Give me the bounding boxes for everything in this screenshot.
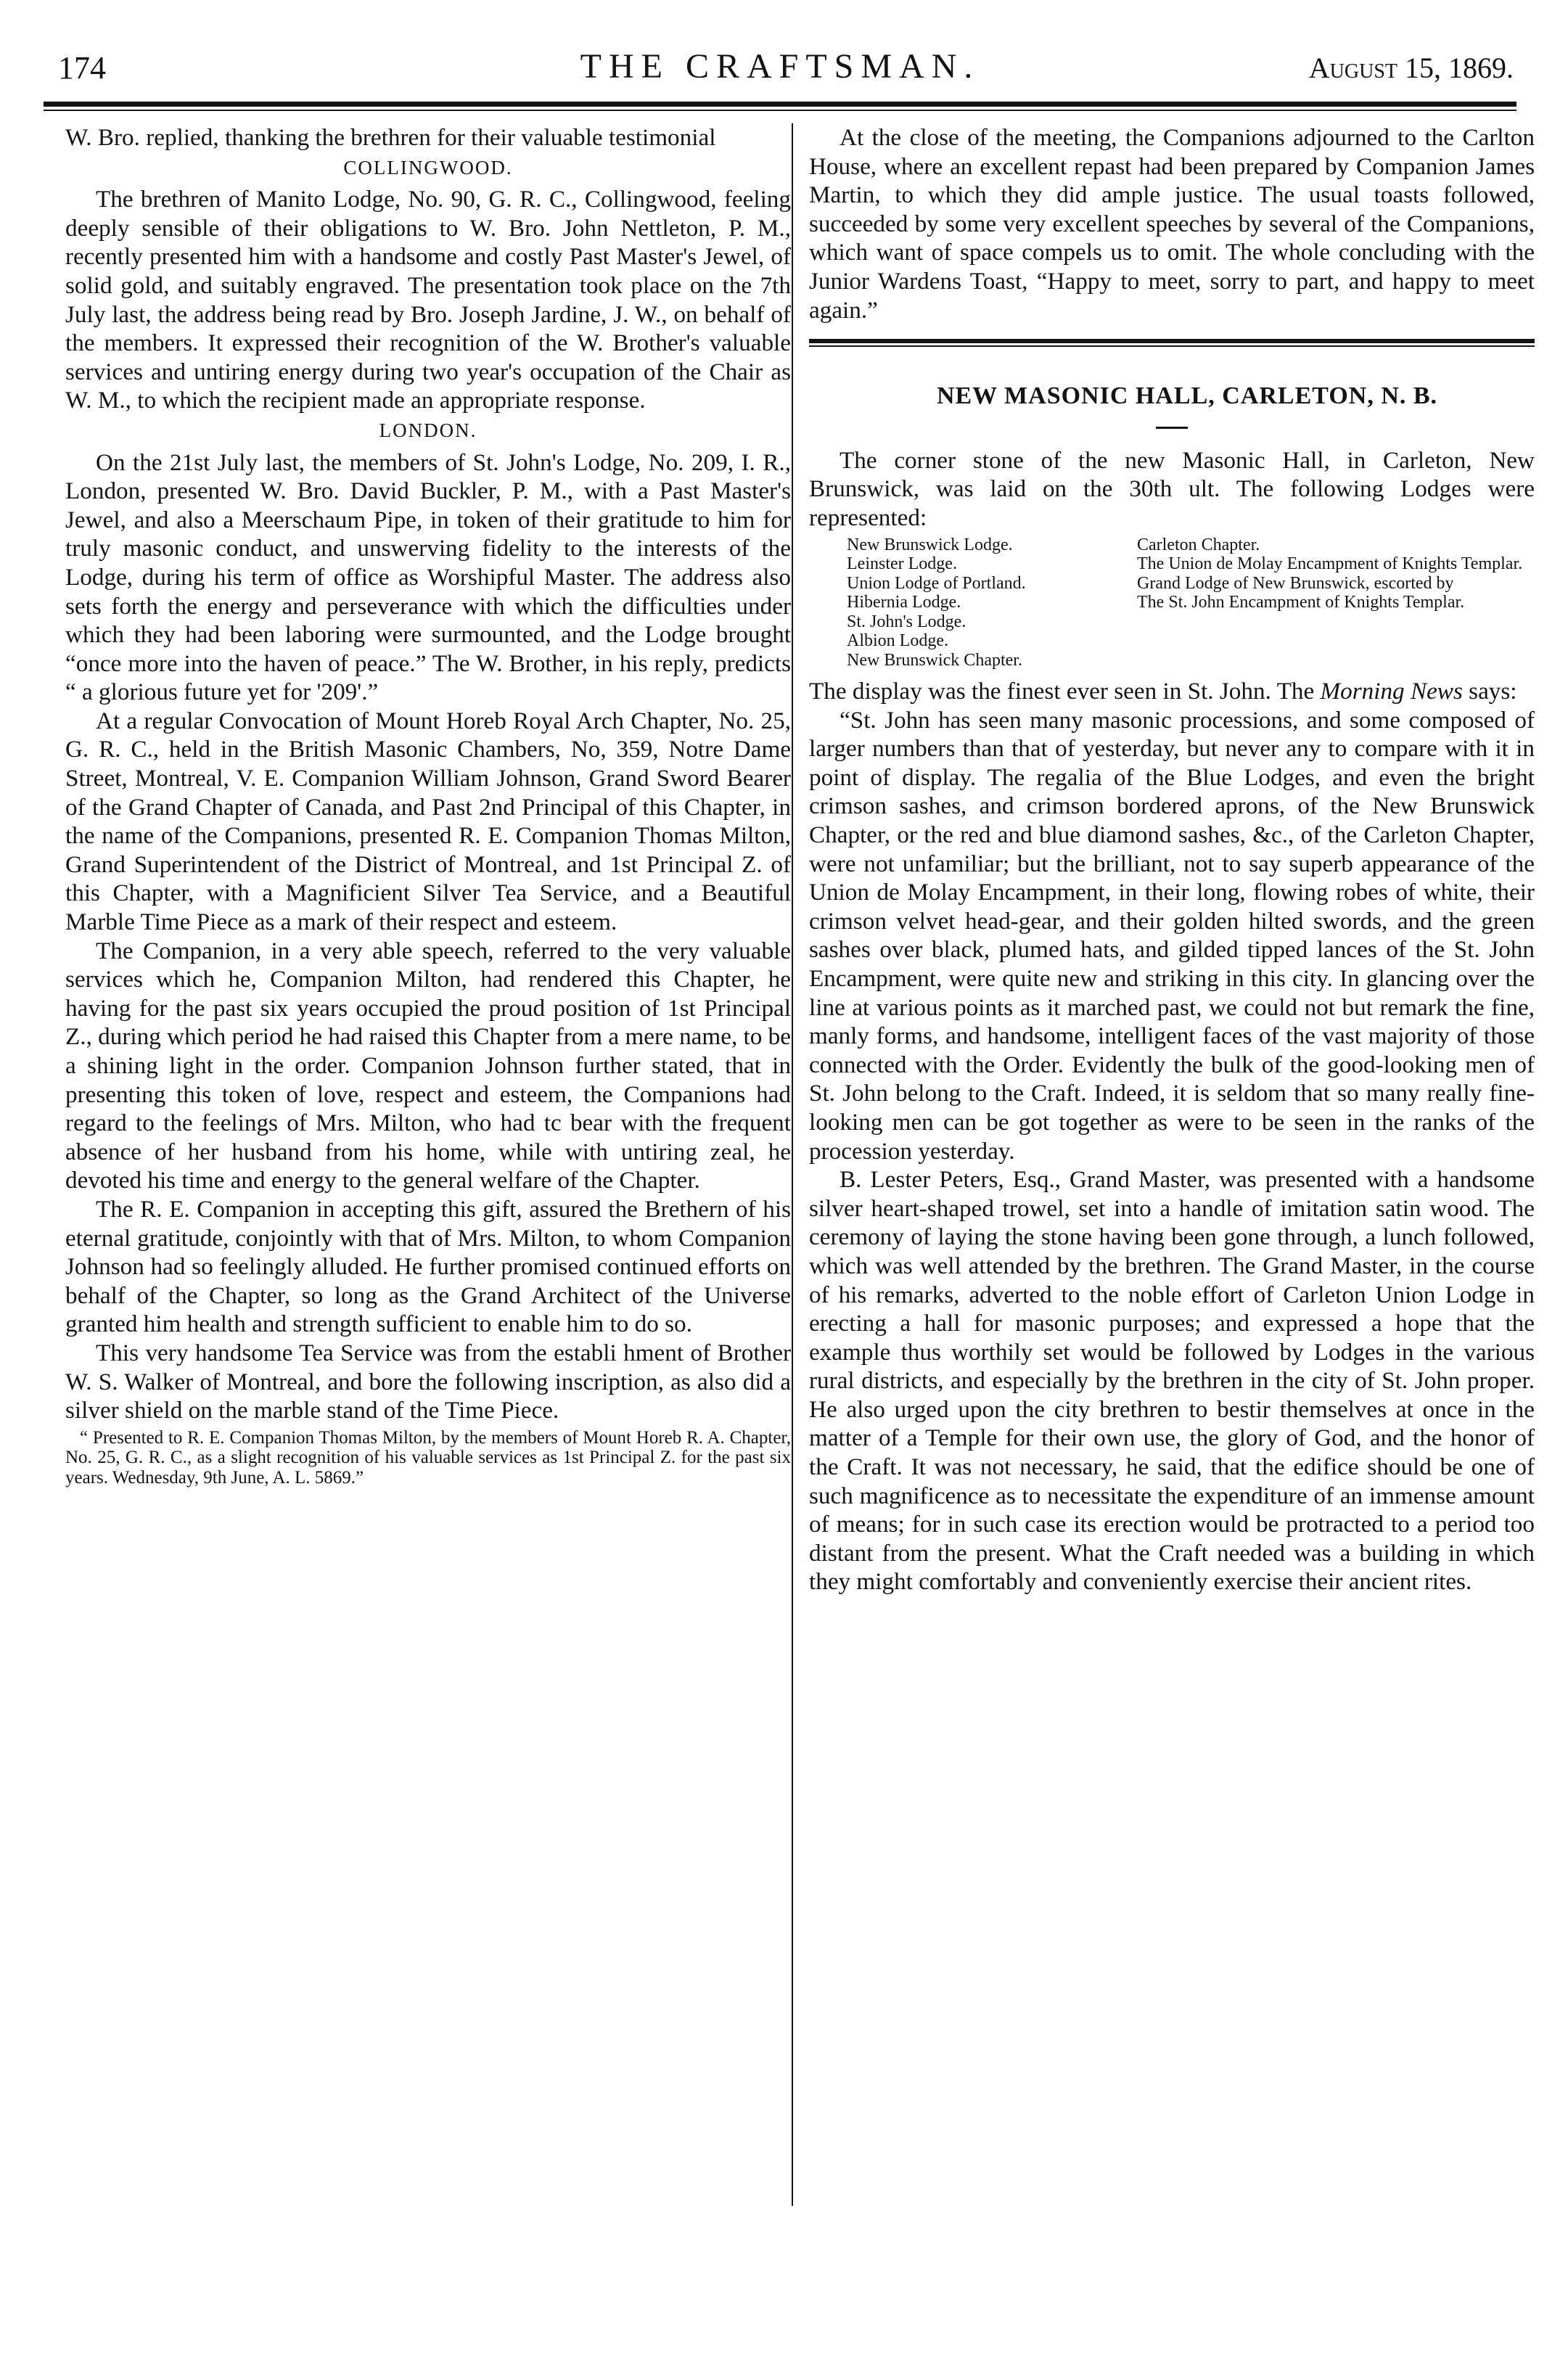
convocation-paragraph: At a regular Convocation of Mount Horeb Royal Arch Chapter, No. 25, G. R. C., held in the British Masonic Chambers, No, 359, Notre Dame Street, Montreal, V. E. Companion William Johnson, Grand Sword Bearer of the Grand Chapter of Canada, and Past 2nd Principal of this Chapter, in the name of the Companions, presented R. E. Companion Thomas Milton, Grand Superintendent of the District of Montreal, and 1st Principal Z. of this Chapter, with a Magnificient Silver Tea Service, and a Beautiful Marble Time Piece as a mark of their respect and esteem. [65, 707, 791, 936]
lodge-item: Union Lodge of Portland. [847, 573, 1026, 593]
corner-stone-paragraph: The corner stone of the new Masonic Hall, in Carleton, New Brunswick, was laid on the 30th ult. The following Lodges were represented: [809, 446, 1535, 531]
heading-london: LONDON. [379, 419, 477, 441]
lodge-item: The Union de Molay Encampment of Knights Templar. [1137, 554, 1523, 574]
inscription-footnote: “ Presented to R. E. Companion Thomas Milton, by the members of Mount Horeb R. A. Chapter, No. 25, G. R. C., as a slight recognition of his valuable services as 1st Principal Z. for the past six years. Wednesday, 9th June, A. L. 5869.” [65, 1427, 791, 1488]
issue-date: August 15, 1869. [1308, 52, 1514, 84]
heading-collingwood: COLLINGWOOD. [343, 156, 513, 179]
gratitude-paragraph: The R. E. Companion in accepting this gift, assured the Brethern of his eternal gratitude, conjointly with that of Mrs. Milton, to whom Companion Johnson had so feelingly alluded. He further promised continued efforts on behalf of the Chapter, so long as the Grand Architect of the Universe granted him health and strength sufficient to enable him to do so. [65, 1195, 791, 1338]
lodges-list-col-a [809, 536, 1137, 670]
lodge-item: Leinster Lodge. [847, 554, 957, 574]
newspaper-name: Morning News [1320, 678, 1463, 705]
header-rule-thick [44, 102, 1516, 107]
intro-paragraph: W. Bro. replied, thanking the brethren for their valuable testimonial [65, 124, 716, 151]
lodge-item: Hibernia Lodge. [847, 593, 961, 612]
page-header [44, 44, 1516, 94]
display-text-after: says: [1462, 678, 1517, 705]
column-divider [792, 123, 793, 2206]
page-number: 174 [58, 50, 106, 86]
lodge-item: Grand Lodge of New Brunswick, escorted by [1137, 573, 1454, 593]
tea-service-paragraph: This very handsome Tea Service was from the establi hment of Brother W. S. Walker of Montreal, and bore the following inscription, as also did a silver shield on the marble stand of the Time Piece. [65, 1339, 791, 1424]
section-rule-thin [809, 345, 1535, 347]
display-text-before: The display was the finest ever seen in St. John. The [809, 678, 1321, 705]
display-paragraph [809, 677, 1535, 706]
lodge-item: St. John's Lodge. [847, 612, 966, 631]
lodge-item: The St. John Encampment of Knights Templar. [1137, 593, 1465, 612]
lodge-item: New Brunswick Lodge. [847, 535, 1013, 554]
publication-title: THE CRAFTSMAN. [580, 47, 980, 86]
newspaper-page [44, 44, 1535, 2322]
section-rule-thick [809, 339, 1535, 343]
collingwood-paragraph: The brethren of Manito Lodge, No. 90, G. R. C., Collingwood, feeling deeply sensible of their obligations to W. Bro. John Nettleton, P. M., recently presented him with a handsome and costly Past Master's Jewel, of solid gold, and suitably engraved. The presentation took place on the 7th July last, the address being read by Bro. Joseph Jardine, J. W., on behalf of the members. It expressed their recognition of the W. Brother's valuable services and untiring energy during two year's occupation of the Chair as W. M., to which the recipient made an appropriate response. [65, 186, 791, 414]
meeting-close-paragraph: At the close of the meeting, the Companions adjourned to the Carlton House, where an excellent repast had been prepared by Companion James Martin, to which they did ample justice. The usual toasts followed, succeeded by some very excellent speeches by several of the Companions, which want of space compels us to omit. The whole concluding with the Junior Wardens Toast, “Happy to meet, sorry to part, and happy to meet again.” [809, 124, 1535, 324]
london-paragraph: On the 21st July last, the members of St. John's Lodge, No. 209, I. R., London, presented W. Bro. David Buckler, P. M., with a Past Master's Jewel, and also a Meerschaum Pipe, in token of their gratitude to him for truly masonic conduct, and unswerving fidelity to the interests of the Lodge, during his term of office as Worshipful Master. The address also sets forth the energy and perseverance with which the difficulties under which they had been laboring were surmounted, and the Lodge brought “once more into the haven of peace.” The W. Brother, in his reply, predicts “ a glorious future yet for '209'.” [65, 448, 791, 706]
lodge-item: Carleton Chapter. [1137, 535, 1260, 554]
speech-paragraph: The Companion, in a very able speech, referred to the very valuable services which he, Companion Milton, had rendered this Chapter, he having for the past six years occupied the proud position of 1st Principal Z., during which period he had raised this Chapter from a mere name, to be a shining light in the order. Companion Johnson further stated, that in presenting this token of love, respect and esteem, the Companions had regard to the feelings of Mrs. Milton, who had tc bear with the frequent absence of her husband from his home, while with untiring zeal, he devoted his time and energy to the general welfare of the Chapter. [65, 937, 791, 1194]
title-short-rule [1156, 427, 1188, 429]
lodge-item: New Brunswick Chapter. [847, 650, 1022, 670]
morning-news-quote: “St. John has seen many masonic processions, and some composed of larger numbers than that of yesterday, but never any to compare with it in point of display. The regalia of the Blue Lodges, and even the bright crimson sashes, and crimson bordered aprons, of the New Brunswick Chapter, or the red and blue diamond sashes, &c., of the Carleton Chapter, were not unfamiliar; but the brilliant, not to say superb appearance of the Union de Molay Encampment, in their long, flowing robes of white, their crimson velvet head-gear, and their golden hilted swords, and the green sashes over black, plumed hats, and gilded tipped lances of the St. John Encampment, were quite new and striking in this city. In glancing over the line at various points as it marched past, we could not but remark the fine, manly forms, and handsome, intelligent faces of the vast majority of those connected with the Order. Evidently the bulk of the good-looking men of St. John belong to the Craft. Indeed, it is seldom that so many really fine-looking men can be got together as were to be seen in the ranks of the procession yesterday. [809, 706, 1535, 1165]
grand-master-paragraph: B. Lester Peters, Esq., Grand Master, was presented with a handsome silver heart-shaped trowel, set into a handle of imitation satin wood. The ceremony of laying the stone having been gone through, a lunch followed, which was well attended by the brethren. The Grand Master, in the course of his remarks, adverted to the noble effort of Carleton Union Lodge in erecting a hall for masonic purposes; and expressed a hope that the example thus worthily set would be followed by Lodges in the various rural districts, and especially by the brethren in the city of St. John proper. He also urged upon the city brethren to bestir themselves at once in the matter of a Temple for their own use, the glory of God, and the honor of the Craft. It was not necessary, he said, that the edifice should be one of such magnificence as to necessitate the expenditure of an immense amount of means; for in such case its erection would be protracted to a period too distant from the present. What the Craft needed was a building in which they might comfortably and conveniently exercise their ancient rites. [809, 1166, 1535, 1596]
lodges-list-col-b [1137, 536, 1535, 670]
left-column [65, 123, 791, 2293]
lodges-list [809, 536, 1535, 670]
lodge-item: Albion Lodge. [847, 631, 948, 651]
header-rule-thin [44, 110, 1516, 111]
right-column [809, 123, 1535, 2293]
article-title: NEW MASONIC HALL, CARLETON, N. B. [936, 382, 1438, 410]
